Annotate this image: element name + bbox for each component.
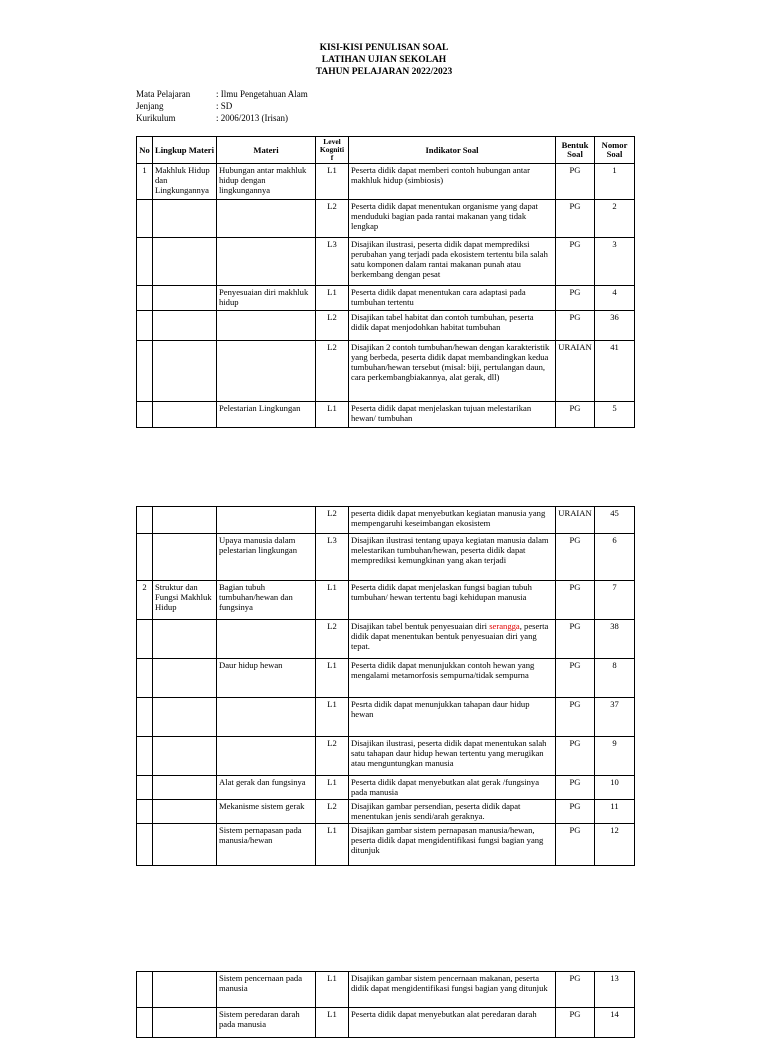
cell-lingkup	[153, 824, 217, 866]
cell-lingkup	[153, 620, 217, 659]
cell-level: L2	[316, 737, 349, 776]
table-row	[137, 341, 635, 402]
cell-nomor: 8	[595, 659, 635, 698]
table-header-row	[137, 137, 635, 164]
cell-indikator: Peserta didik dapat menunjukkan contoh hewan yang mengalami metamorfosis sempurna/tidak sempurna	[349, 659, 556, 698]
cell-no	[137, 972, 153, 1008]
cell-nomor: 14	[595, 1008, 635, 1038]
meta-value: : Ilmu Pengetahuan Alam	[216, 89, 308, 99]
cell-no	[137, 824, 153, 866]
cell-indikator	[349, 620, 556, 659]
table-row	[137, 402, 635, 428]
cell-materi: Sistem pernapasan pada manusia/hewan	[217, 824, 316, 866]
cell-bentuk: PG	[556, 286, 595, 311]
cell-lingkup: Struktur dan Fungsi Makhluk Hidup	[153, 581, 217, 620]
cell-level: L1	[316, 1008, 349, 1038]
cell-bentuk: URAIAN	[556, 507, 595, 534]
table-row	[137, 238, 635, 286]
cell-indikator: Disajikan gambar sistem pernapasan manusia/hewan, peserta didik dapat mengidentifikasi fungsi bagian yang ditunjuk	[349, 824, 556, 866]
cell-materi	[217, 507, 316, 534]
cell-lingkup	[153, 534, 217, 581]
cell-indikator: Pesrta didik dapat menunjukkan tahapan daur hidup hewan	[349, 698, 556, 737]
cell-bentuk: URAIAN	[556, 341, 595, 402]
cell-nomor: 2	[595, 200, 635, 238]
cell-bentuk: PG	[556, 200, 595, 238]
cell-materi	[217, 698, 316, 737]
header-no: No	[137, 137, 153, 164]
table-row	[137, 620, 635, 659]
cell-level: L1	[316, 698, 349, 737]
cell-indikator: Peserta didik dapat menentukan organisme yang dapat menduduki bagian pada rantai makanan yang tidak lengkap	[349, 200, 556, 238]
cell-nomor: 36	[595, 311, 635, 341]
cell-level: L1	[316, 824, 349, 866]
cell-bentuk: PG	[556, 238, 595, 286]
header-indikator: Indikator Soal	[349, 137, 556, 164]
cell-indikator: Peserta didik dapat menentukan cara adaptasi pada tumbuhan tertentu	[349, 286, 556, 311]
cell-nomor: 5	[595, 402, 635, 428]
cell-level: L2	[316, 341, 349, 402]
meta-value: : SD	[216, 101, 233, 111]
cell-no	[137, 507, 153, 534]
cell-indikator: Peserta didik dapat menyebutkan alat peredaran darah	[349, 1008, 556, 1038]
cell-materi: Pelestarian Lingkungan	[217, 402, 316, 428]
cell-materi	[217, 311, 316, 341]
cell-no	[137, 238, 153, 286]
cell-nomor: 9	[595, 737, 635, 776]
cell-lingkup	[153, 698, 217, 737]
cell-lingkup	[153, 659, 217, 698]
cell-nomor: 1	[595, 164, 635, 200]
cell-nomor: 37	[595, 698, 635, 737]
cell-bentuk: PG	[556, 824, 595, 866]
cell-level: L2	[316, 507, 349, 534]
table-row	[137, 507, 635, 534]
header-level: Level Kogniti f	[316, 137, 349, 164]
cell-lingkup	[153, 507, 217, 534]
cell-lingkup	[153, 776, 217, 800]
cell-lingkup	[153, 200, 217, 238]
cell-no	[137, 800, 153, 824]
table-row	[137, 200, 635, 238]
cell-bentuk: PG	[556, 402, 595, 428]
meta-jenjang	[136, 100, 232, 112]
meta-mata-pelajaran	[136, 88, 308, 100]
cell-materi: Hubungan antar makhluk hidup dengan lingkungannya	[217, 164, 316, 200]
cell-lingkup	[153, 286, 217, 311]
cell-nomor: 13	[595, 972, 635, 1008]
cell-no	[137, 286, 153, 311]
cell-bentuk: PG	[556, 581, 595, 620]
cell-no	[137, 402, 153, 428]
cell-level: L1	[316, 164, 349, 200]
cell-lingkup	[153, 238, 217, 286]
cell-lingkup	[153, 1008, 217, 1038]
table-row	[137, 776, 635, 800]
cell-indikator: Disajikan gambar persendian, peserta didik dapat menentukan jenis sendi/arah geraknya.	[349, 800, 556, 824]
cell-nomor: 41	[595, 341, 635, 402]
cell-nomor: 7	[595, 581, 635, 620]
cell-nomor: 45	[595, 507, 635, 534]
cell-indikator: Disajikan ilustrasi, peserta didik dapat memprediksi perubahan yang terjadi pada ekosistem tertentu bila salah satu komponen dalam rantai makanan punah atau berkembang dengan pesat	[349, 238, 556, 286]
cell-no	[137, 698, 153, 737]
cell-materi	[217, 238, 316, 286]
cell-no	[137, 737, 153, 776]
cell-materi	[217, 341, 316, 402]
indikator-text: Disajikan tabel bentuk penyesuaian diri	[351, 621, 490, 631]
cell-materi: Daur hidup hewan	[217, 659, 316, 698]
meta-label: Jenjang	[136, 101, 164, 111]
cell-level: L2	[316, 800, 349, 824]
cell-no	[137, 311, 153, 341]
cell-no	[137, 659, 153, 698]
cell-indikator: Disajikan 2 contoh tumbuhan/hewan dengan karakteristik yang berbeda, peserta didik dapat membandingkan kedua tumbuhan/hewan tersebut (misal: biji, pertulangan daun, cara perkembangbiakannya, alat gerak, dll)	[349, 341, 556, 402]
cell-lingkup: Makhluk Hidup dan Lingkungannya	[153, 164, 217, 200]
table-row	[137, 1008, 635, 1038]
header-lingkup: Lingkup Materi	[153, 137, 217, 164]
cell-lingkup	[153, 972, 217, 1008]
cell-bentuk: PG	[556, 534, 595, 581]
cell-no	[137, 1008, 153, 1038]
cell-indikator: Peserta didik dapat menjelaskan tujuan melestarikan hewan/ tumbuhan	[349, 402, 556, 428]
cell-nomor: 11	[595, 800, 635, 824]
meta-kurikulum	[136, 112, 288, 124]
cell-materi: Sistem pencernaan pada manusia	[217, 972, 316, 1008]
table-row	[137, 972, 635, 1008]
cell-no: 1	[137, 164, 153, 200]
table-row	[137, 581, 635, 620]
cell-indikator: Disajikan ilustrasi, peserta didik dapat menentukan salah satu tahapan daur hidup hewan tertentu yang merugikan atau menguntungkan manusia	[349, 737, 556, 776]
cell-no	[137, 200, 153, 238]
cell-lingkup	[153, 341, 217, 402]
cell-bentuk: PG	[556, 659, 595, 698]
cell-bentuk: PG	[556, 737, 595, 776]
cell-bentuk: PG	[556, 620, 595, 659]
cell-indikator: Disajikan gambar sistem pencernaan makanan, peserta didik dapat mengidentifikasi fungsi bagian yang ditunjuk	[349, 972, 556, 1008]
cell-lingkup	[153, 402, 217, 428]
cell-level: L2	[316, 620, 349, 659]
cell-nomor: 10	[595, 776, 635, 800]
cell-lingkup	[153, 737, 217, 776]
cell-materi: Mekanisme sistem gerak	[217, 800, 316, 824]
table-row	[137, 311, 635, 341]
cell-no	[137, 341, 153, 402]
meta-value: : 2006/2013 (Irisan)	[216, 113, 288, 123]
cell-indikator: Peserta didik dapat menyebutkan alat gerak /fungsinya pada manusia	[349, 776, 556, 800]
table-row	[137, 698, 635, 737]
header-bentuk: Bentuk Soal	[556, 137, 595, 164]
header-nomor: Nomor Soal	[595, 137, 635, 164]
cell-level: L2	[316, 311, 349, 341]
table-row	[137, 286, 635, 311]
cell-nomor: 38	[595, 620, 635, 659]
cell-no	[137, 776, 153, 800]
cell-lingkup	[153, 311, 217, 341]
cell-level: L3	[316, 534, 349, 581]
cell-indikator: Peserta didik dapat memberi contoh hubungan antar makhluk hidup (simbiosis)	[349, 164, 556, 200]
table-row	[137, 800, 635, 824]
cell-level: L1	[316, 581, 349, 620]
cell-bentuk: PG	[556, 698, 595, 737]
meta-label: Mata Pelajaran	[136, 89, 191, 99]
cell-lingkup	[153, 800, 217, 824]
header-materi: Materi	[217, 137, 316, 164]
indikator-highlight: serangga	[489, 621, 520, 631]
table-row	[137, 737, 635, 776]
cell-materi	[217, 200, 316, 238]
cell-bentuk: PG	[556, 972, 595, 1008]
cell-level: L2	[316, 200, 349, 238]
kisi-table-3	[136, 971, 635, 1038]
cell-materi: Penyesuaian diri makhluk hidup	[217, 286, 316, 311]
table-row	[137, 534, 635, 581]
cell-indikator: Peserta didik dapat menjelaskan fungsi bagian tubuh tumbuhan/ hewan tertentu bagi kehidupan manusia	[349, 581, 556, 620]
cell-nomor: 4	[595, 286, 635, 311]
cell-level: L1	[316, 402, 349, 428]
doc-title-line-3: TAHUN PELAJARAN 2022/2023	[315, 67, 453, 77]
cell-bentuk: PG	[556, 311, 595, 341]
cell-materi	[217, 737, 316, 776]
cell-no	[137, 534, 153, 581]
meta-label: Kurikulum	[136, 113, 176, 123]
cell-materi: Bagian tubuh tumbuhan/hewan dan fungsinya	[217, 581, 316, 620]
cell-bentuk: PG	[556, 776, 595, 800]
cell-level: L3	[316, 238, 349, 286]
cell-bentuk: PG	[556, 164, 595, 200]
cell-indikator: Disajikan ilustrasi tentang upaya kegiatan manusia dalam melestarikan tumbuhan/hewan, peserta didik dapat memprediksi kemungkinan yang akan terjadi	[349, 534, 556, 581]
kisi-table-2	[136, 506, 635, 866]
cell-level: L1	[316, 776, 349, 800]
cell-level: L1	[316, 286, 349, 311]
cell-materi	[217, 620, 316, 659]
cell-level: L1	[316, 972, 349, 1008]
table-row	[137, 659, 635, 698]
cell-level: L1	[316, 659, 349, 698]
cell-nomor: 6	[595, 534, 635, 581]
doc-title-line-1: KISI-KISI PENULISAN SOAL	[319, 43, 449, 53]
table-row	[137, 824, 635, 866]
kisi-table-1	[136, 136, 635, 428]
cell-nomor: 3	[595, 238, 635, 286]
indikator-text: , peserta didik dapat menentukan bentuk penyesuaian diri yang tepat.	[351, 621, 549, 651]
cell-nomor: 12	[595, 824, 635, 866]
cell-materi: Sistem peredaran darah pada manusia	[217, 1008, 316, 1038]
cell-no	[137, 620, 153, 659]
cell-indikator: Disajikan tabel habitat dan contoh tumbuhan, peserta didik dapat menjodohkan habitat tumbuhan	[349, 311, 556, 341]
doc-title-line-2: LATIHAN UJIAN SEKOLAH	[321, 55, 447, 65]
cell-no: 2	[137, 581, 153, 620]
table-row	[137, 164, 635, 200]
cell-materi: Alat gerak dan fungsinya	[217, 776, 316, 800]
cell-bentuk: PG	[556, 1008, 595, 1038]
cell-materi: Upaya manusia dalam pelestarian lingkungan	[217, 534, 316, 581]
cell-indikator: peserta didik dapat menyebutkan kegiatan manusia yang mempengaruhi keseimbangan ekosistem	[349, 507, 556, 534]
cell-bentuk: PG	[556, 800, 595, 824]
